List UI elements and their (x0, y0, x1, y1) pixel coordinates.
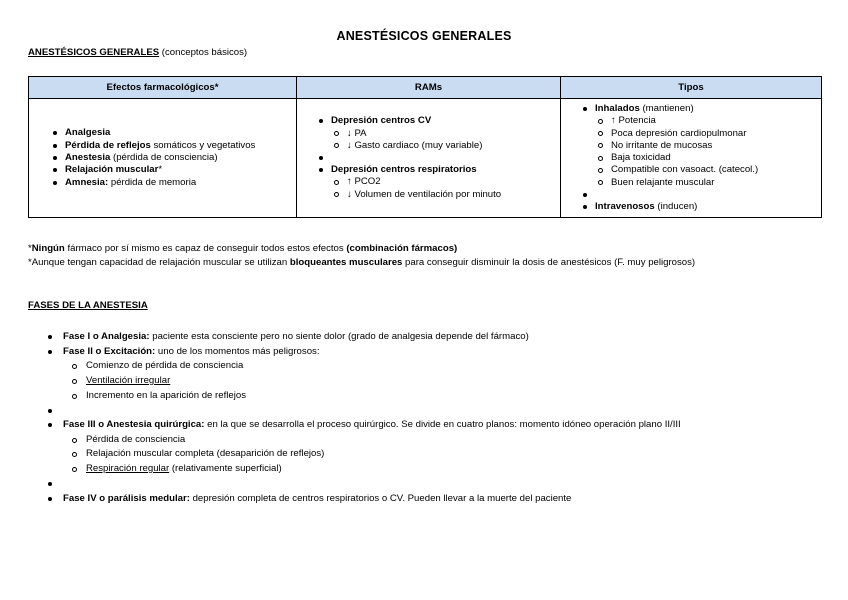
sub-list (581, 115, 815, 189)
footnote-star: * (28, 243, 32, 254)
sub-item: ↑ PCO2 (317, 176, 554, 188)
cell-tipos (561, 99, 822, 218)
footnote-1 (28, 242, 695, 256)
fase-bold: Fase II o Excitación: (63, 345, 156, 357)
sub-item: Compatible con vasoact. (catecol.) (581, 164, 815, 176)
sub-item: Comienzo de pérdida de consciencia (46, 359, 826, 374)
rams-list (317, 115, 554, 201)
cell-efectos (29, 99, 297, 218)
list-item (51, 127, 290, 139)
list-item (46, 492, 826, 507)
item-bold: Pérdida de reflejos (65, 139, 151, 151)
header-tipos: Tipos (561, 77, 822, 99)
item-text: somáticos y vegetativos (150, 139, 256, 151)
item-text: * (158, 164, 163, 176)
footnotes (28, 242, 695, 269)
sub-item: ↓ Volumen de ventilación por minuto (317, 189, 554, 201)
fase-text: en la que se desarrolla el proceso quirúrgico. Se divide en cuatro planos: momento idóneo operación plano II/III (204, 419, 681, 431)
sub-text: (relativamente superficial) (169, 463, 282, 475)
fases-list (46, 330, 826, 507)
underlined-text: Ventilación irregular (86, 375, 171, 387)
sub-item (46, 462, 826, 477)
underlined-text: Respiración regular (86, 463, 170, 475)
sub-item: No irritante de mucosas (581, 140, 815, 152)
fase-text: depresión completa de centros respiratorios o CV. Pueden llevar a la muerte del paciente (189, 492, 572, 504)
item-bold: Amnesia: (65, 176, 109, 188)
fase-text: paciente esta consciente pero no siente dolor (grado de analgesia depende del fármaco) (149, 331, 529, 342)
summary-table (28, 76, 822, 218)
sub-item (46, 374, 826, 389)
table-header-row (29, 77, 822, 99)
sub-list (46, 359, 826, 403)
list-item (46, 330, 826, 345)
item-bold: Intravenosos (595, 201, 655, 213)
fase-bold: Fase III o Anestesia quirúrgica: (63, 419, 205, 431)
list-item (51, 140, 290, 152)
sub-item: Buen relajante muscular (581, 177, 815, 189)
item-bold: Depresión centros CV (331, 115, 432, 127)
fase-bold: Fase I o Analgesia: (63, 331, 150, 342)
cell-rams (297, 99, 561, 218)
sub-item: ↓ PA (317, 128, 554, 140)
list-item (46, 418, 826, 477)
sub-item: Pérdida de consciencia (46, 433, 826, 448)
fases-heading: FASES DE LA ANESTESIA (28, 300, 148, 311)
footnote-text: fármaco por sí mismo es capaz de conseguir todos estos efectos (64, 243, 347, 254)
footnote-bold: (combinación fármacos) (346, 243, 458, 254)
sub-item: Incremento en la aparición de reflejos (46, 389, 826, 404)
sub-list (317, 128, 554, 153)
list-item (317, 164, 554, 201)
sub-item: ↑ Potencia (581, 115, 815, 127)
tipos-list (581, 103, 815, 213)
item-text: (pérdida de consciencia) (110, 152, 218, 164)
fases-section (46, 330, 826, 507)
footnote-text: *Aunque tengan capacidad de relajación muscular se utilizan (28, 256, 290, 268)
list-item (581, 103, 815, 189)
item-text: (mantienen) (639, 103, 694, 114)
spacer (581, 189, 815, 201)
header-rams: RAMs (297, 77, 561, 99)
item-bold: Analgesia (65, 127, 111, 139)
list-item (317, 115, 554, 152)
section-subtitle (28, 47, 247, 58)
page-title: ANESTÉSICOS GENERALES (336, 29, 512, 43)
item-bold: Inhalados (595, 103, 640, 114)
spacer (317, 152, 554, 164)
item-bold: Depresión centros respiratorios (331, 164, 477, 176)
item-bold: Relajación muscular (65, 164, 159, 176)
sub-item: Baja toxicidad (581, 152, 815, 164)
sub-item: Poca depresión cardiopulmonar (581, 128, 815, 140)
sub-list (317, 176, 554, 201)
footnote-bold: Ningún (31, 243, 65, 254)
subtitle-main: ANESTÉSICOS GENERALES (28, 47, 160, 58)
footnote-bold: bloqueantes musculares (289, 256, 403, 268)
spacer (46, 477, 826, 492)
header-efectos: Efectos farmacológicos* (29, 77, 297, 99)
item-text: (inducen) (654, 201, 698, 213)
sub-item: ↓ Gasto cardiaco (muy variable) (317, 140, 554, 152)
sub-item: Relajación muscular completa (desaparición de reflejos) (46, 447, 826, 462)
footnote-2 (28, 256, 695, 270)
spacer (46, 404, 826, 419)
sub-list (46, 433, 826, 477)
item-bold: Anestesia (65, 152, 111, 164)
fase-text: uno de los momentos más peligrosos: (155, 345, 320, 357)
list-item (51, 152, 290, 164)
subtitle-rest: (conceptos básicos) (159, 47, 248, 58)
table-row (29, 99, 822, 218)
list-item (46, 345, 826, 404)
list-item (581, 201, 815, 213)
list-item (51, 164, 290, 176)
fase-bold: Fase IV o parálisis medular: (63, 492, 190, 504)
footnote-text: para conseguir disminuir la dosis de anestésicos (F. muy peligrosos) (402, 256, 696, 268)
list-item (51, 177, 290, 189)
item-text: pérdida de memoria (108, 176, 197, 188)
efectos-list (51, 127, 290, 188)
